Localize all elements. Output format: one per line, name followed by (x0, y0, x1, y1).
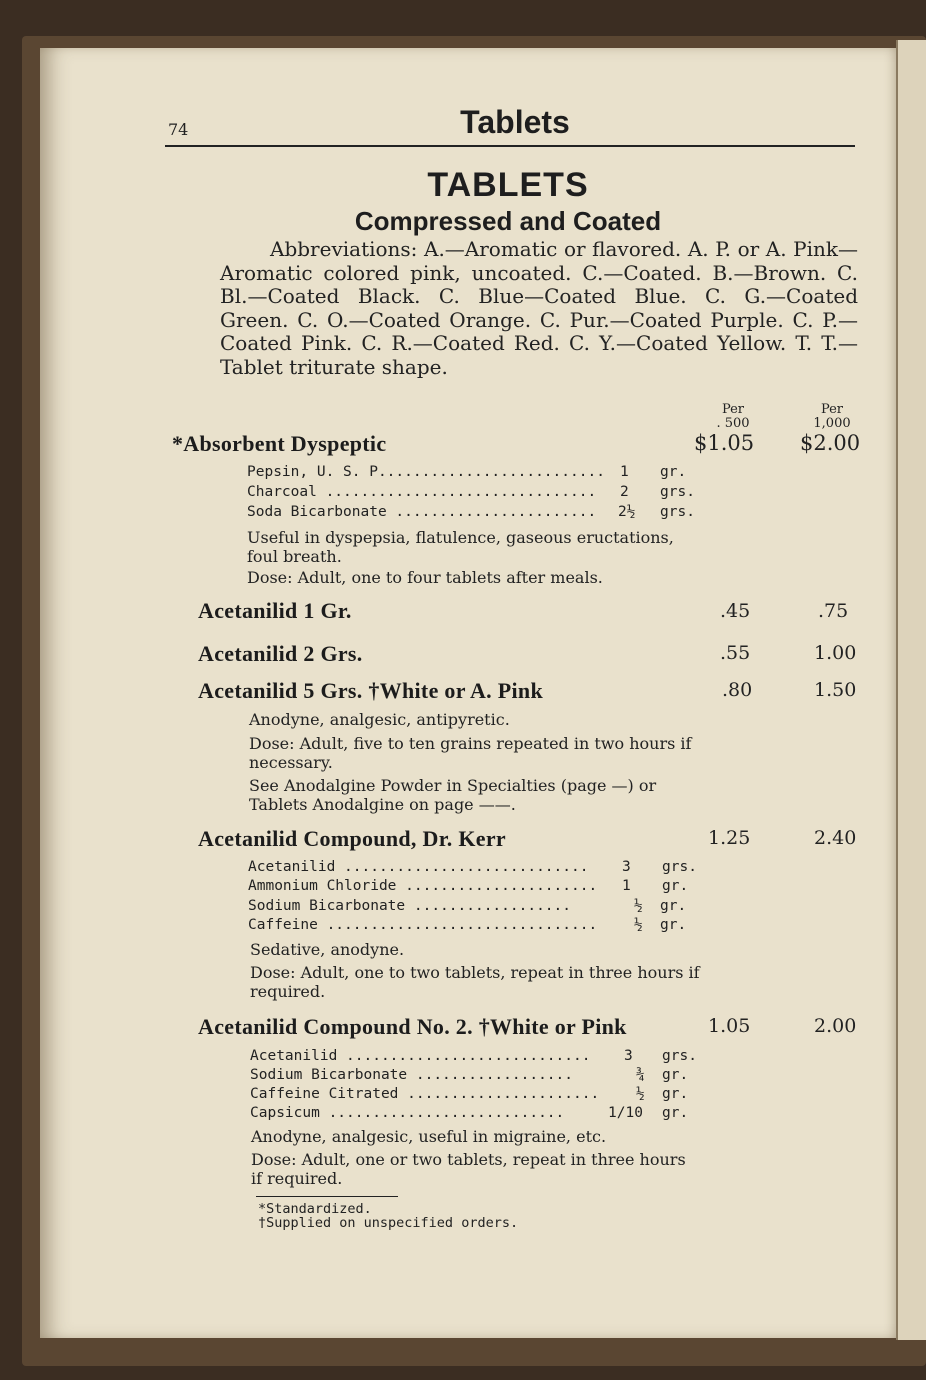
price-per-500: 1.25 (708, 827, 751, 849)
product-note: Anodyne, analgesic, antipyretic. (249, 710, 510, 729)
header-rule (165, 145, 855, 147)
column-header-per-500 (698, 403, 768, 431)
product-name: *Absorbent Dyspeptic (172, 431, 387, 456)
column-header-per-1000 (797, 403, 867, 431)
page-subtitle: Compressed and Coated (354, 206, 662, 236)
product-note: Sedative, anodyne. (250, 940, 405, 959)
ingredient-unit: gr. (662, 1067, 689, 1083)
ingredient-amount: 1 (620, 464, 629, 480)
running-head: Tablets (460, 104, 570, 140)
ingredient-amount: 2 (620, 484, 629, 500)
ingredient-name: Acetanilid ............................ (248, 859, 589, 875)
dose-note: Dose: Adult, one to two tablets, repeat in three hours if required. (250, 963, 700, 1001)
ingredient-unit: gr. (660, 464, 687, 480)
ingredient-amount: ½ (636, 1086, 645, 1102)
product-name: Acetanilid 5 Grs. †White or A. Pink (198, 678, 543, 703)
ingredient-name: Sodium Bicarbonate .................. (250, 1067, 574, 1083)
price-per-1000: 1.00 (814, 642, 857, 664)
ingredient-name: Capsicum ........................... (250, 1105, 565, 1121)
price-per-1000: .75 (818, 600, 849, 622)
ingredient-name: Caffeine ............................... (248, 917, 598, 933)
dose-note: Dose: Adult, five to ten grains repeated in two hours if necessary. (249, 734, 692, 772)
reference-note: See Anodalgine Powder in Specialties (page —) or Tablets Anodalgine on page ——. (249, 776, 657, 814)
product-name: Acetanilid Compound, Dr. Kerr (198, 826, 506, 851)
price-per-1000: 2.40 (814, 827, 857, 849)
product-name: Acetanilid 1 Gr. (198, 598, 352, 623)
ingredient-amount: ½ (634, 917, 643, 933)
ingredient-name: Charcoal ............................... (247, 484, 597, 500)
ingredient-name: Sodium Bicarbonate .................. (248, 898, 572, 914)
ingredient-amount: 3 (622, 859, 631, 875)
ingredient-unit: gr. (660, 917, 687, 933)
ingredient-amount: 2½ (618, 504, 636, 520)
ingredient-name: Pepsin, U. S. P.......................... (247, 464, 605, 480)
footnote-rule (256, 1196, 398, 1197)
ingredient-name: Soda Bicarbonate ....................... (247, 504, 597, 520)
column-header-per-1000-line2: 1,000 (813, 416, 851, 431)
product-note: Anodyne, analgesic, useful in migraine, etc. (251, 1127, 607, 1146)
ingredient-amount: 1 (622, 878, 631, 894)
price-per-500: 1.05 (708, 1015, 751, 1037)
product-name: Acetanilid 2 Grs. (198, 641, 363, 666)
price-per-1000: 1.50 (814, 679, 857, 701)
ingredient-unit: gr. (660, 898, 687, 914)
price-per-500: $1.05 (694, 431, 755, 455)
price-per-500: .80 (722, 679, 753, 701)
abbreviations-paragraph: Abbreviations: A.—Aromatic or flavored. A. P. or A. Pink—Aromatic colored pink, uncoated. C.—Coated. B.—Brown. C. Bl.—Coated Black. C. Blue—Coated Blue. C. G.—Coated Green. C. O.—Coated Orange. C. Pur.—Coated Purple. C. P.—Coated Pink. C. R.—Coated Red. C. Y.—Coated Yellow. T. T.—Tablet triturate shape. (220, 237, 858, 379)
ingredient-unit: gr. (662, 1105, 689, 1121)
ingredient-unit: grs. (662, 1048, 697, 1064)
price-per-1000: $2.00 (800, 431, 861, 455)
ingredient-amount: ½ (634, 898, 643, 914)
page-title: TABLETS (427, 166, 589, 204)
ingredient-name: Acetanilid ............................ (250, 1048, 591, 1064)
ingredient-unit: grs. (662, 859, 697, 875)
adjacent-page-edge (896, 40, 926, 1340)
ingredient-amount: ¾ (636, 1067, 645, 1083)
dose-note: Dose: Adult, one to four tablets after meals. (247, 568, 603, 587)
ingredient-unit: gr. (662, 878, 689, 894)
price-per-500: .45 (720, 600, 751, 622)
page-number: 74 (168, 120, 189, 139)
price-per-500: .55 (720, 642, 751, 664)
ingredient-name: Caffeine Citrated ...................... (250, 1086, 600, 1102)
column-header-per-500-line2: . 500 (716, 416, 750, 431)
dose-note: Dose: Adult, one or two tablets, repeat in three hours if required. (251, 1150, 686, 1188)
footnote-supplied: †Supplied on unspecified orders. (258, 1215, 519, 1231)
footnote-standardized: *Standardized. (258, 1201, 372, 1217)
ingredient-unit: grs. (660, 504, 695, 520)
ingredient-unit: grs. (660, 484, 695, 500)
product-name: Acetanilid Compound No. 2. †White or Pink (198, 1014, 627, 1039)
column-header-per-1000-line1: Per (820, 402, 844, 417)
ingredient-unit: gr. (662, 1086, 689, 1102)
ingredient-name: Ammonium Chloride ...................... (248, 878, 598, 894)
column-header-per-500-line1: Per (721, 402, 745, 417)
ingredient-amount: 1/10 (608, 1105, 643, 1121)
price-per-1000: 2.00 (814, 1015, 857, 1037)
product-note: Useful in dyspepsia, flatulence, gaseous eructations, foul breath. (247, 528, 674, 566)
ingredient-amount: 3 (624, 1048, 633, 1064)
